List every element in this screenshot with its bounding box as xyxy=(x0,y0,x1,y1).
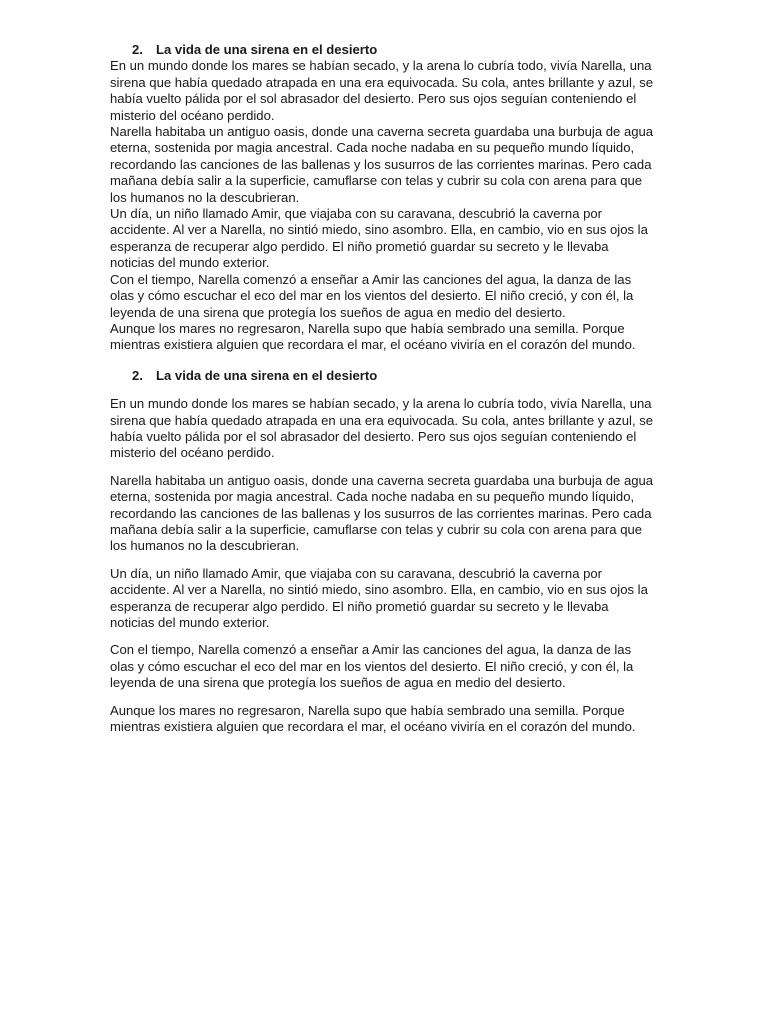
story-section-compact xyxy=(110,42,656,354)
paragraph: Un día, un niño llamado Amir, que viajaba con su caravana, descubrió la caverna por accidente. Al ver a Narella, no sintió miedo, sino asombro. Ella, en cambio, vio en sus ojos la esperanza de recuperar algo perdido. El niño prometió guardar su secreto y le llevaba noticias del mundo exterior. xyxy=(110,565,648,630)
paragraph: Aunque los mares no regresaron, Narella supo que había sembrado una semilla. Porque mientras existiera alguien que recordara el mar, el océano viviría en el corazón del mundo. xyxy=(110,702,636,735)
heading-number: 2. xyxy=(132,367,143,383)
paragraph: En un mundo donde los mares se habían secado, y la arena lo cubría todo, vivía Narella, una sirena que había quedado atrapada en una era equivocada. Su cola, antes brillante y azul, se había vuelto pálida por el sol abrasador del desierto. Pero sus ojos seguían conteniendo el misterio del océano perdido. xyxy=(110,58,654,123)
paragraph: Un día, un niño llamado Amir, que viajaba con su caravana, descubrió la caverna por accidente. Al ver a Narella, no sintió miedo, sino asombro. Ella, en cambio, vio en sus ojos la esperanza de recuperar algo perdido. El niño prometió guardar su secreto y le llevaba noticias del mundo exterior. xyxy=(110,206,648,271)
story-section-spaced xyxy=(110,368,656,736)
paragraph: Aunque los mares no regresaron, Narella supo que había sembrado una semilla. Porque mientras existiera alguien que recordara el mar, el océano viviría en el corazón del mundo. xyxy=(110,320,636,353)
paragraph: Con el tiempo, Narella comenzó a enseñar a Amir las canciones del agua, la danza de las olas y cómo escuchar el eco del mar en los vientos del desierto. El niño creció, y con él, la leyenda de una sirena que protegía los sueños de agua en medio del desierto. xyxy=(110,642,634,691)
paragraph: Narella habitaba un antiguo oasis, donde una caverna secreta guardaba una burbuja de agua eterna, sostenida por magia ancestral. Cada noche nadaba en su pequeño mundo líquido, recordando las canciones de las ballenas y los susurros de las corrientes marinas. Pero cada mañana debía salir a la superficie, camuflarse con telas y cubrir su cola con arena para que los humanos no la descubrieran. xyxy=(110,472,654,554)
paragraph: En un mundo donde los mares se habían secado, y la arena lo cubría todo, vivía Narella, una sirena que había quedado atrapada en una era equivocada. Su cola, antes brillante y azul, se había vuelto pálida por el sol abrasador del desierto. Pero sus ojos seguían conteniendo el misterio del océano perdido. xyxy=(110,396,654,461)
heading-title: La vida de una sirena en el desierto xyxy=(156,42,378,57)
heading-title: La vida de una sirena en el desierto xyxy=(156,367,378,383)
section-heading xyxy=(132,42,656,58)
paragraph: Narella habitaba un antiguo oasis, donde una caverna secreta guardaba una burbuja de agua eterna, sostenida por magia ancestral. Cada noche nadaba en su pequeño mundo líquido, recordando las canciones de las ballenas y los susurros de las corrientes marinas. Pero cada mañana debía salir a la superficie, camuflarse con telas y cubrir su cola con arena para que los humanos no la descubrieran. xyxy=(110,124,654,205)
heading-number: 2. xyxy=(132,42,143,57)
paragraph: Con el tiempo, Narella comenzó a enseñar a Amir las canciones del agua, la danza de las olas y cómo escuchar el eco del mar en los vientos del desierto. El niño creció, y con él, la leyenda de una sirena que protegía los sueños de agua en medio del desierto. xyxy=(110,271,634,320)
section-heading xyxy=(132,368,656,384)
